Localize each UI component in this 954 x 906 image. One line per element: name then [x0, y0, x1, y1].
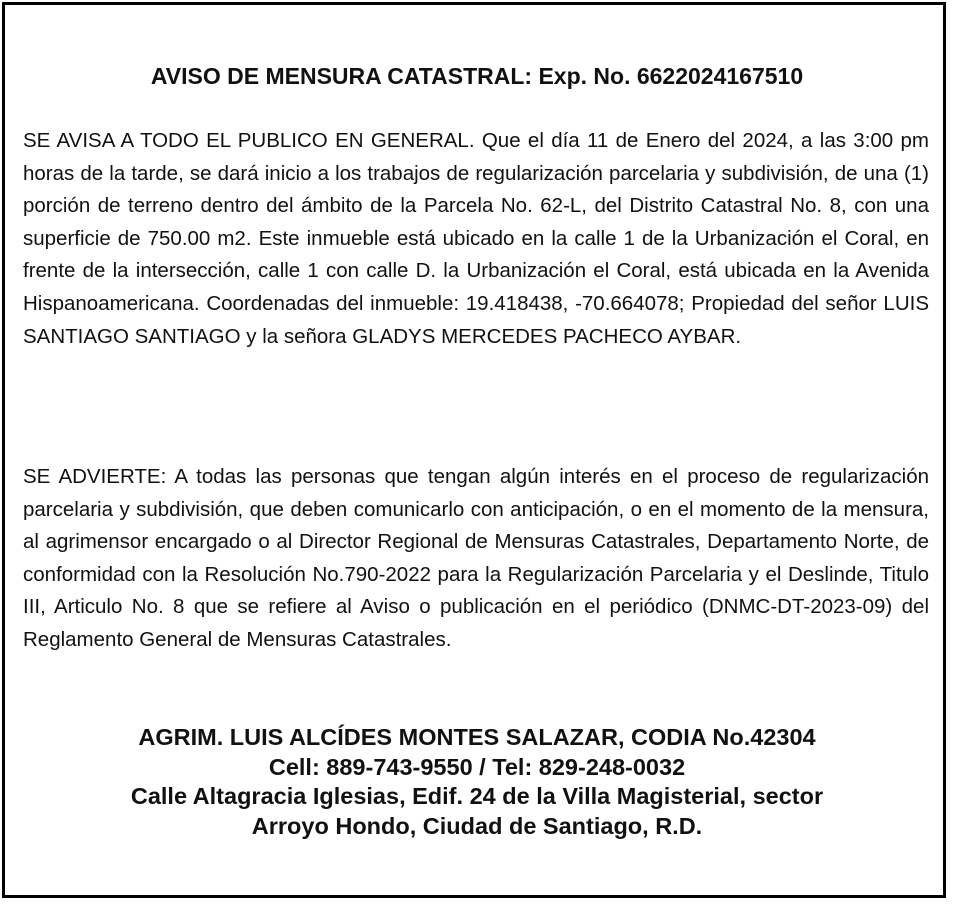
notice-paragraph-warning: SE ADVIERTE: A todas las personas que tengan algún interés en el proceso de regularización parcelaria y subdivisión, que deben comunicarlo con anticipación, o en el momento de la mensura, al agrimensor encargado o al Director Regional de Mensuras Catastrales, Departamento Norte, de conformidad con la Resolución No.790-2022 para la Regularización Parcelaria y el Deslinde, Titulo III, Articulo No. 8 que se refiere al Aviso o publicación en el periódico (DNMC-DT-2023-09) del Reglamento General de Mensuras Catastrales.	[23, 465, 929, 651]
notice-frame	[2, 2, 946, 898]
surveyor-name-line: AGRIM. LUIS ALCÍDES MONTES SALAZAR, CODIA No.42304	[138, 724, 816, 750]
notice-title: AVISO DE MENSURA CATASTRAL: Exp. No. 6622024167510	[150, 63, 804, 89]
surveyor-address-line-2: Arroyo Hondo, Ciudad de Santiago, R.D.	[251, 812, 703, 839]
signature-block	[5, 723, 949, 841]
notice-paragraph-public-announcement: SE AVISA A TODO EL PUBLICO EN GENERAL. Que el día 11 de Enero del 2024, a las 3:00 pm horas de la tarde, se dará inicio a los trabajos de regularización parcelaria y subdivisión, de una (1) porción de terreno dentro del ámbito de la Parcela No. 62-L, del Distrito Catastral No. 8, con una superficie de 750.00 m2. Este inmueble está ubicado en la calle 1 de la Urbanización el Coral, en frente de la intersección, calle 1 con calle D. la Urbanización el Coral, está ubicada en la Avenida Hispanoamericana. Coordenadas del inmueble: 19.418438, -70.664078; Propiedad del señor LUIS SANTIAGO SANTIAGO y la señora GLADYS MERCEDES PACHECO AYBAR.	[23, 129, 929, 348]
surveyor-address-line-1: Calle Altagracia Iglesias, Edif. 24 de la Villa Magisterial, sector	[130, 783, 824, 809]
surveyor-phone-line: Cell: 889-743-9550 / Tel: 829-248-0032	[268, 753, 686, 780]
